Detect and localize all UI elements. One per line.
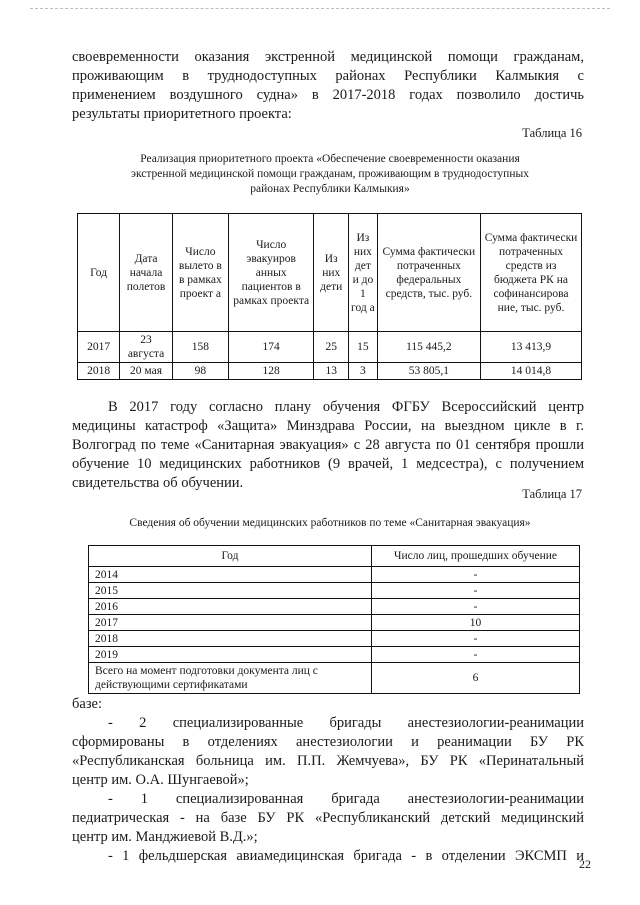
table-row <box>89 567 580 583</box>
table-cell: 174 <box>228 332 313 363</box>
table-cell: - <box>372 583 580 599</box>
total-label: Всего на момент подготовки документа лиц с действующими сертификатами <box>89 663 372 694</box>
column-header: Год <box>78 214 120 332</box>
text-line: В 2017 году согласно плану обучения ФГБУ Всероссийский центр <box>108 399 584 415</box>
table-cell: 10 <box>372 615 580 631</box>
text-line: «Республиканская больница им. П.П. Жемчуева», БУ РК «Перинатальный <box>72 753 584 769</box>
column-header: Из них дет и до 1 год а <box>349 214 378 332</box>
text-line: центр им. О.А. Шунгаевой»; <box>72 772 249 788</box>
table-cell: 2017 <box>78 332 120 363</box>
table-row <box>89 663 580 694</box>
caption-line: Реализация приоритетного проекта «Обеспечение своевременности оказания <box>140 153 520 165</box>
table-17-caption: Сведения об обучении медицинских работников по теме «Санитарная эвакуация» <box>129 517 531 529</box>
text-line: Волгоград по теме «Санитарная эвакуация» с 28 августа по 01 сентября прошли <box>72 437 584 453</box>
table-cell: 2016 <box>89 599 372 615</box>
text-line: - 1 специализированная бригада анестезиологии-реанимации <box>108 791 584 807</box>
table-row <box>78 363 582 380</box>
table-17-label: Таблица 17 <box>522 487 582 501</box>
table-cell: 158 <box>172 332 228 363</box>
table-16-label: Таблица 16 <box>522 126 582 140</box>
text-line: педиатрическая - на базе БУ РК «Республиканский детский медицинский <box>72 810 584 826</box>
table-row <box>78 332 582 363</box>
table-row <box>89 647 580 663</box>
text-line: базе: <box>72 696 103 712</box>
table-16-caption <box>100 152 560 197</box>
table-row <box>89 615 580 631</box>
table-cell: 53 805,1 <box>377 363 480 380</box>
caption-line: экстренной медицинской помощи гражданам, проживающим в труднодоступных <box>131 168 529 180</box>
text-line: своевременности оказания экстренной медицинской помощи гражданам, <box>72 49 584 65</box>
table-row <box>89 583 580 599</box>
table-cell: 15 <box>349 332 378 363</box>
table-cell: 3 <box>349 363 378 380</box>
table-cell: 128 <box>228 363 313 380</box>
text-line: - 2 специализированные бригады анестезиологии-реанимации <box>108 715 584 731</box>
text-line: центр им. Манджиевой В.Д.»; <box>72 829 258 845</box>
intro-paragraph <box>72 48 584 124</box>
table-cell: - <box>372 647 580 663</box>
table-cell: 14 014,8 <box>481 363 582 380</box>
table-row <box>89 631 580 647</box>
table-cell: - <box>372 599 580 615</box>
table-cell: 20 мая <box>120 363 173 380</box>
column-header: Сумма фактически потраченных федеральных средств, тыс. руб. <box>377 214 480 332</box>
table-cell: 2014 <box>89 567 372 583</box>
table-row <box>89 599 580 615</box>
text-line: результаты приоритетного проекта: <box>72 106 292 122</box>
page-number: 22 <box>579 857 591 871</box>
text-line: сформированы в отделениях анестезиологии и реанимации БУ РК <box>72 734 584 750</box>
column-header: Дата начала полетов <box>120 214 173 332</box>
column-header: Число лиц, прошедших обучение <box>372 546 580 567</box>
column-header: Сумма фактически потраченных средств из бюджета РК на софинансирова ние, тыс. руб. <box>481 214 582 332</box>
table-cell: - <box>372 567 580 583</box>
table-cell: 2018 <box>89 631 372 647</box>
total-value: 6 <box>372 663 580 694</box>
scan-top-border <box>30 8 610 10</box>
table-cell: 2017 <box>89 615 372 631</box>
column-header: Из них дети <box>314 214 349 332</box>
table-cell: 23 августа <box>120 332 173 363</box>
table-cell: - <box>372 631 580 647</box>
column-header: Число вылето в в рамках проект а <box>172 214 228 332</box>
caption-line: районах Республики Калмыкия» <box>250 183 410 195</box>
text-line: свидетельства об обучении. <box>72 475 244 491</box>
table-cell: 2015 <box>89 583 372 599</box>
base-paragraph <box>72 695 584 866</box>
table-16 <box>77 213 582 380</box>
table-cell: 98 <box>172 363 228 380</box>
table-cell: 25 <box>314 332 349 363</box>
table-cell: 2019 <box>89 647 372 663</box>
column-header: Год <box>89 546 372 567</box>
table-cell: 13 <box>314 363 349 380</box>
text-line: обучение 10 медицинских работников (9 врачей, 1 медсестра), с получением <box>72 456 584 472</box>
table-17 <box>88 545 580 694</box>
text-line: применением воздушного судна» в 2017-2018 годах позволило достичь <box>72 87 584 103</box>
table-cell: 2018 <box>78 363 120 380</box>
text-line: проживающим в труднодоступных районах Республики Калмыкия с <box>72 68 584 84</box>
column-header: Число эвакуиров анных пациентов в рамках проекта <box>228 214 313 332</box>
table-cell: 13 413,9 <box>481 332 582 363</box>
text-line: медицины катастроф «Защита» Минздрава России, на выездном цикле в г. <box>72 418 584 434</box>
table-cell: 115 445,2 <box>377 332 480 363</box>
text-line: - 1 фельдшерская авиамедицинская бригада - в отделении ЭКСМП и <box>108 848 584 864</box>
training-paragraph <box>72 398 584 493</box>
